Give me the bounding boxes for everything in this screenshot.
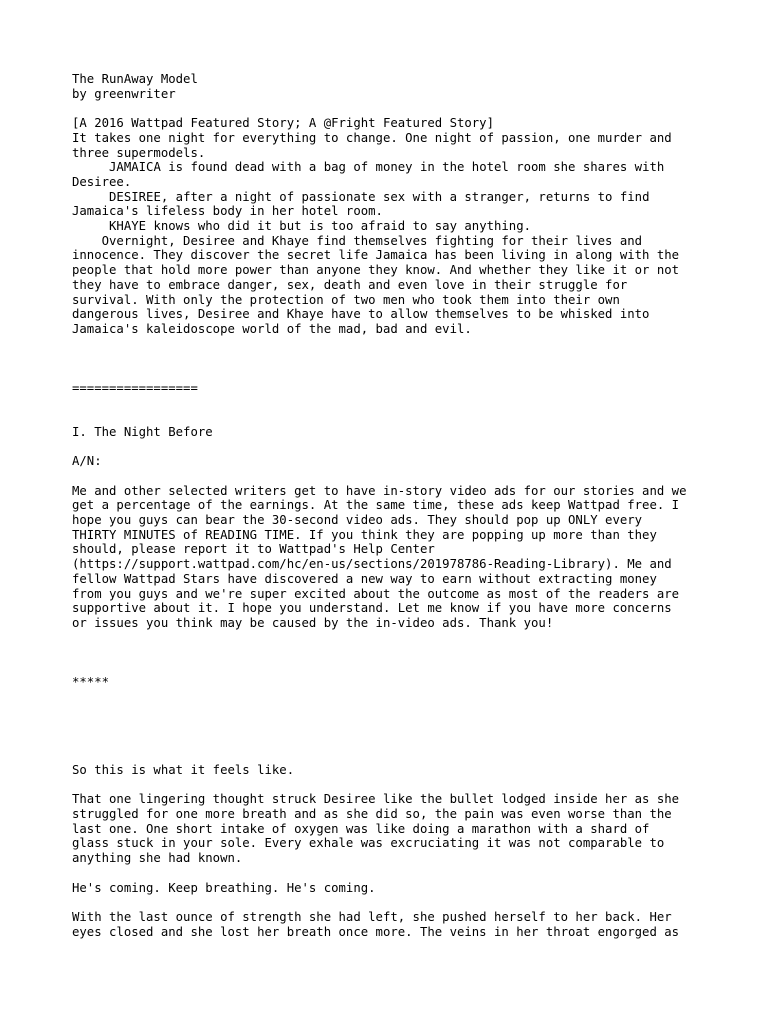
blurb-desiree: DESIREE, after a night of passionate sex with a stranger, returns to find Jamaica's lifeless body in her hotel room. [72, 189, 650, 219]
blurb-overnight: Overnight, Desiree and Khaye find themselves fighting for their lives and innocence. They discover the secret life Jamaica has been living in along with the people that hold more power than anyone they know. And whether they like it or not they have to embrace danger, sex, death and even love in their struggle for survival. With only the protection of two men who took them into their own dangerous lives, Desiree and Khaye have to allow themselves to be whisked into Jamaica's kaleidoscope world of the mad, bad and evil. [72, 233, 680, 336]
blurb-jamaica: JAMAICA is found dead with a bag of money in the hotel room she shares with Desiree. [72, 160, 665, 189]
section-separator: ================= [72, 380, 198, 395]
chapter-heading: I. The Night Before [72, 424, 213, 439]
blurb-tagline: [A 2016 Wattpad Featured Story; A @Fright Featured Story] It takes one night for everything to change. One night of passion, one murder and three supermodels. [72, 116, 672, 160]
blurb-khaye: KHAYE knows who did it but is too afraid to say anything. [72, 219, 532, 234]
story-paragraph-1: So this is what it feels like. [72, 762, 295, 777]
story-paragraph-2: That one lingering thought struck Desiree like the bullet lodged inside her as she struggled for one more breath and as she did so, the pain was even worse than the last one. One short intake of oxygen was like doing a marathon with a shard of glass stuck in your sole. Every exhale was excruciating it was not comparable to anything she had known. [72, 792, 680, 866]
author-note-body: Me and other selected writers get to have in-story video ads for our stories and we get a percentage of the earnings. At the same time, these ads keep Wattpad free. I hope you guys can bear the 30-second video ads. They should pop up ONLY every THIRTY MINUTES of READING TIME. If you think they are popping up more than they should, please report it to Wattpad's Help Center (https://support.wattpad.com/hc/en-us/sections/201978786-Reading-Library). Me and fellow Wattpad Stars have discovered a new way to earn without extracting money from you guys and we're super excited about the outcome as most of the readers are supportive about it. I hope you understand. Let me know if you have more concerns or issues you think may be caused by the in-video ads. Thank you! [72, 483, 687, 630]
story-paragraph-3: He's coming. Keep breathing. He's coming. [72, 880, 376, 895]
scene-break: ***** [72, 674, 110, 689]
story-author: by greenwriter [72, 86, 176, 101]
author-note-label: A/N: [72, 454, 102, 469]
document-page [72, 72, 712, 939]
story-title: The RunAway Model [72, 72, 198, 86]
story-paragraph-4: With the last ounce of strength she had left, she pushed herself to her back. Her eyes closed and she lost her breath once more. The veins in her throat engorged as [72, 909, 680, 939]
